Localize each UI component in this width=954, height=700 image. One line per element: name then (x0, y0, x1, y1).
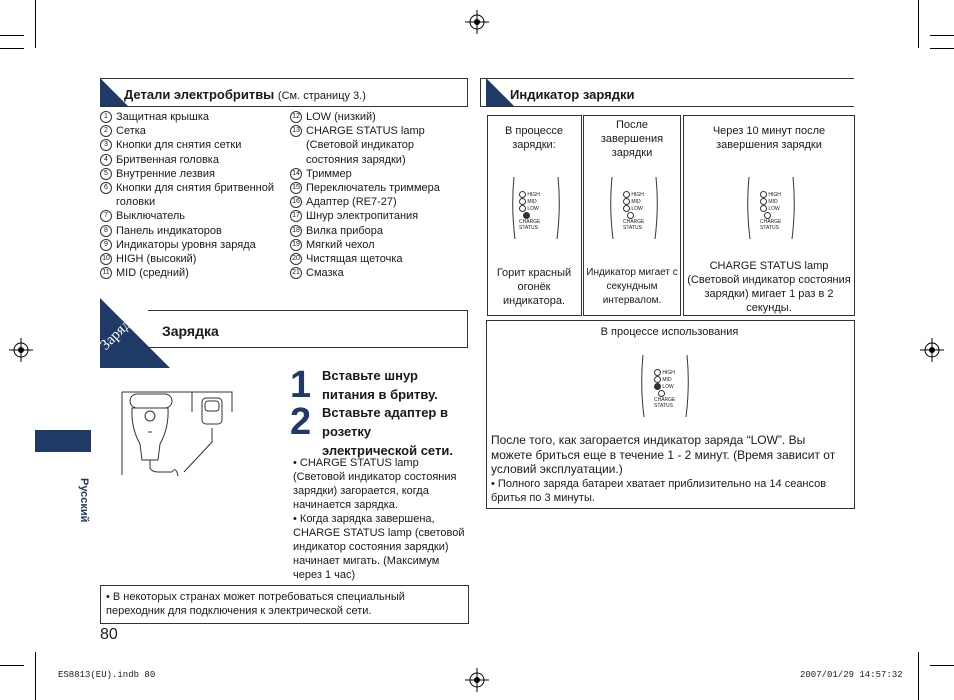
lamp-high-label: HIGH (768, 191, 781, 198)
lamp-mid-label: MID (631, 198, 641, 205)
step-1-text: Вставьте шнур питания в бритву. (322, 368, 438, 402)
part-number: 16 (290, 196, 302, 208)
high-dot-icon (623, 191, 630, 198)
parts-list-item (290, 181, 460, 195)
crop-mark (918, 0, 919, 48)
part-label: CHARGE STATUS lamp (Световой индикатор состояния зарядки) (306, 125, 425, 166)
lamp-low-label: LOW (768, 205, 780, 212)
parts-title: Детали электробритвы (124, 87, 275, 102)
parts-list-item (290, 124, 460, 167)
crop-mark (0, 48, 24, 49)
crop-mark (930, 665, 954, 666)
lamp-high-label: HIGH (662, 369, 675, 376)
charging-bullet-1: • CHARGE STATUS lamp (Световой индикатор состояния зарядки) загорается, когда начинается зарядка. (293, 457, 457, 511)
part-label: Панель индикаторов (116, 224, 222, 237)
part-number: 10 (100, 253, 112, 265)
part-number: 5 (100, 168, 112, 180)
use-desc: После того, как загорается индикатор заряда “LOW”. Вы можете бриться еще в течение 1 - 2 минут. (Время зависит от условий эксплуатации.) (491, 433, 836, 476)
part-number: 12 (290, 111, 302, 123)
lamp-status-label: STATUS (519, 225, 538, 231)
ten-desc: CHARGE STATUS lamp (Световой индикатор состояния зарядки) мигает 1 раз в 2 секунды. (687, 260, 851, 314)
during-desc: Горит красный огонёк индикатора. (496, 267, 572, 307)
part-label: Кнопки для снятия сетки (116, 139, 242, 152)
registration-mark-icon (465, 10, 489, 34)
lamp-charge-label: CHARGE (654, 397, 676, 403)
crop-mark (35, 652, 36, 700)
step-2-number: 2 (290, 401, 312, 443)
lamp-high-label: HIGH (527, 191, 540, 198)
lamp-high-label: HIGH (631, 191, 644, 198)
parts-list-right (290, 110, 460, 280)
lamp-mid-label: MID (768, 198, 778, 205)
step-1-number: 1 (290, 364, 312, 406)
lamp-mid-label: MID (662, 376, 672, 383)
part-number: 18 (290, 225, 302, 237)
part-label: Защитная крышка (116, 111, 210, 123)
part-number: 9 (100, 239, 112, 251)
part-label: Смазка (306, 267, 344, 280)
parts-heading (124, 87, 366, 102)
high-dot-icon (760, 191, 767, 198)
parts-list-item (100, 181, 280, 209)
part-label: Кнопки для снятия бритвенной головки (116, 182, 274, 209)
lamp-charge-label: CHARGE (760, 219, 782, 225)
registration-mark-icon (465, 668, 489, 692)
part-label: LOW (низкий) (306, 111, 376, 123)
part-label: Вилка прибора (306, 224, 383, 237)
part-label: Переключатель триммера (306, 182, 440, 195)
after-label: После завершения зарядки (600, 119, 664, 159)
lamp-low-label: LOW (631, 205, 643, 212)
divider (100, 106, 468, 107)
part-label: Триммер (306, 167, 352, 180)
charging-bullet-2: • Когда зарядка завершена, CHARGE STATUS lamp (световой индикатор состояния зарядки) начинает мигать. (Максимум через 1 час) (293, 513, 465, 581)
parts-list-item (290, 238, 460, 252)
language-tab (35, 430, 91, 452)
part-label: MID (средний) (116, 267, 189, 280)
mid-dot-icon (623, 198, 630, 205)
footer-file: ES8813(EU).indb 80 (58, 670, 156, 680)
part-number: 21 (290, 267, 302, 279)
parts-list-item (290, 209, 460, 223)
part-label: Сетка (116, 125, 146, 138)
crop-mark (0, 665, 24, 666)
lamp-status-label: STATUS (760, 225, 779, 231)
parts-list-item (290, 252, 460, 266)
shaver-charging-illustration (112, 380, 242, 480)
during-label: В процессе зарядки: (505, 125, 563, 151)
language-label: Русский (78, 478, 90, 523)
parts-list-item (290, 167, 460, 181)
mid-dot-icon (654, 376, 661, 383)
divider (480, 78, 854, 79)
parts-list-item (100, 124, 280, 138)
parts-list-left (100, 110, 280, 280)
part-number: 1 (100, 111, 112, 123)
blinking-dot-icon (627, 212, 634, 219)
registration-mark-icon (9, 338, 33, 362)
crop-mark (918, 652, 919, 700)
part-number: 7 (100, 210, 112, 222)
charging-side-label: Зарядка (97, 306, 144, 354)
part-number: 6 (100, 182, 112, 194)
part-number: 8 (100, 225, 112, 237)
low-dot-icon (654, 383, 661, 390)
registration-mark-icon (920, 338, 944, 362)
charging-title: Зарядка (162, 323, 219, 339)
low-dot-icon (519, 205, 526, 212)
lamp-charge-label: CHARGE (519, 219, 541, 225)
parts-list-item (100, 238, 280, 252)
step-2-text: Вставьте адаптер в розетку электрической сети. (322, 405, 453, 458)
part-label: Индикаторы уровня заряда (116, 238, 256, 251)
parts-note: (См. страницу 3.) (277, 90, 366, 102)
part-label: Бритвенная головка (116, 153, 219, 166)
parts-list-item (100, 266, 280, 280)
crop-mark (930, 35, 954, 36)
parts-list-item (100, 110, 280, 124)
crop-mark (0, 35, 24, 36)
part-number: 19 (290, 239, 302, 251)
parts-list-item (290, 195, 460, 209)
parts-list-item (100, 153, 280, 167)
part-number: 14 (290, 168, 302, 180)
crop-mark (930, 48, 954, 49)
part-label: Выключатель (116, 210, 186, 223)
part-number: 15 (290, 182, 302, 194)
low-dot-icon (760, 205, 767, 212)
high-dot-icon (519, 191, 526, 198)
part-number: 17 (290, 210, 302, 222)
parts-list-item (100, 209, 280, 223)
page-number: 80 (100, 626, 118, 643)
part-number: 3 (100, 139, 112, 151)
mid-dot-icon (519, 198, 526, 205)
parts-list-item (100, 224, 280, 238)
lamp-status-label: STATUS (654, 403, 673, 409)
part-label: Чистящая щеточка (306, 253, 403, 266)
use-label: В процессе использования (600, 326, 739, 338)
part-number: 2 (100, 125, 112, 137)
part-number: 11 (100, 267, 112, 279)
footer-date: 2007/01/29 14:57:32 (800, 670, 903, 680)
parts-list-item (100, 252, 280, 266)
lamp-status-label: STATUS (623, 225, 642, 231)
part-label: Шнур электропитания (306, 210, 419, 223)
part-label: Мягкий чехол (306, 238, 375, 251)
lamp-low-label: LOW (662, 383, 674, 390)
parts-list-item (290, 110, 460, 124)
parts-list-item (290, 266, 460, 280)
parts-list-item (100, 167, 280, 181)
part-number: 13 (290, 125, 302, 137)
indicator-title: Индикатор зарядки (510, 87, 635, 102)
divider (467, 78, 468, 106)
charge-dot-icon (523, 212, 530, 219)
after-desc: Индикатор мигает с секундным интервалом. (586, 267, 678, 306)
crop-mark (35, 0, 36, 48)
lamp-mid-label: MID (527, 198, 537, 205)
charging-note: • В некоторых странах может потребоваться специальный переходник для подключения к электрической сети. (106, 591, 405, 617)
blinking-dot-icon (764, 212, 771, 219)
divider (480, 106, 854, 107)
divider (100, 78, 468, 79)
part-number: 20 (290, 253, 302, 265)
ten-label: Через 10 минут после завершения зарядки (712, 125, 826, 151)
lamp-charge-label: CHARGE (623, 219, 645, 225)
lamp-low-label: LOW (527, 205, 539, 212)
mid-dot-icon (760, 198, 767, 205)
parts-list-item (100, 138, 280, 152)
high-dot-icon (654, 369, 661, 376)
parts-list-item (290, 224, 460, 238)
part-label: Внутренние лезвия (116, 167, 215, 180)
part-number: 4 (100, 154, 112, 166)
use-bullet: • Полного заряда батареи хватает приблизительно на 14 сеансов бритья по 3 минуты. (491, 478, 827, 504)
part-label: HIGH (высокий) (116, 253, 197, 266)
charge-dot-icon (658, 390, 665, 397)
divider (480, 78, 481, 106)
low-dot-icon (623, 205, 630, 212)
part-label: Адаптер (RE7-27) (306, 196, 397, 209)
